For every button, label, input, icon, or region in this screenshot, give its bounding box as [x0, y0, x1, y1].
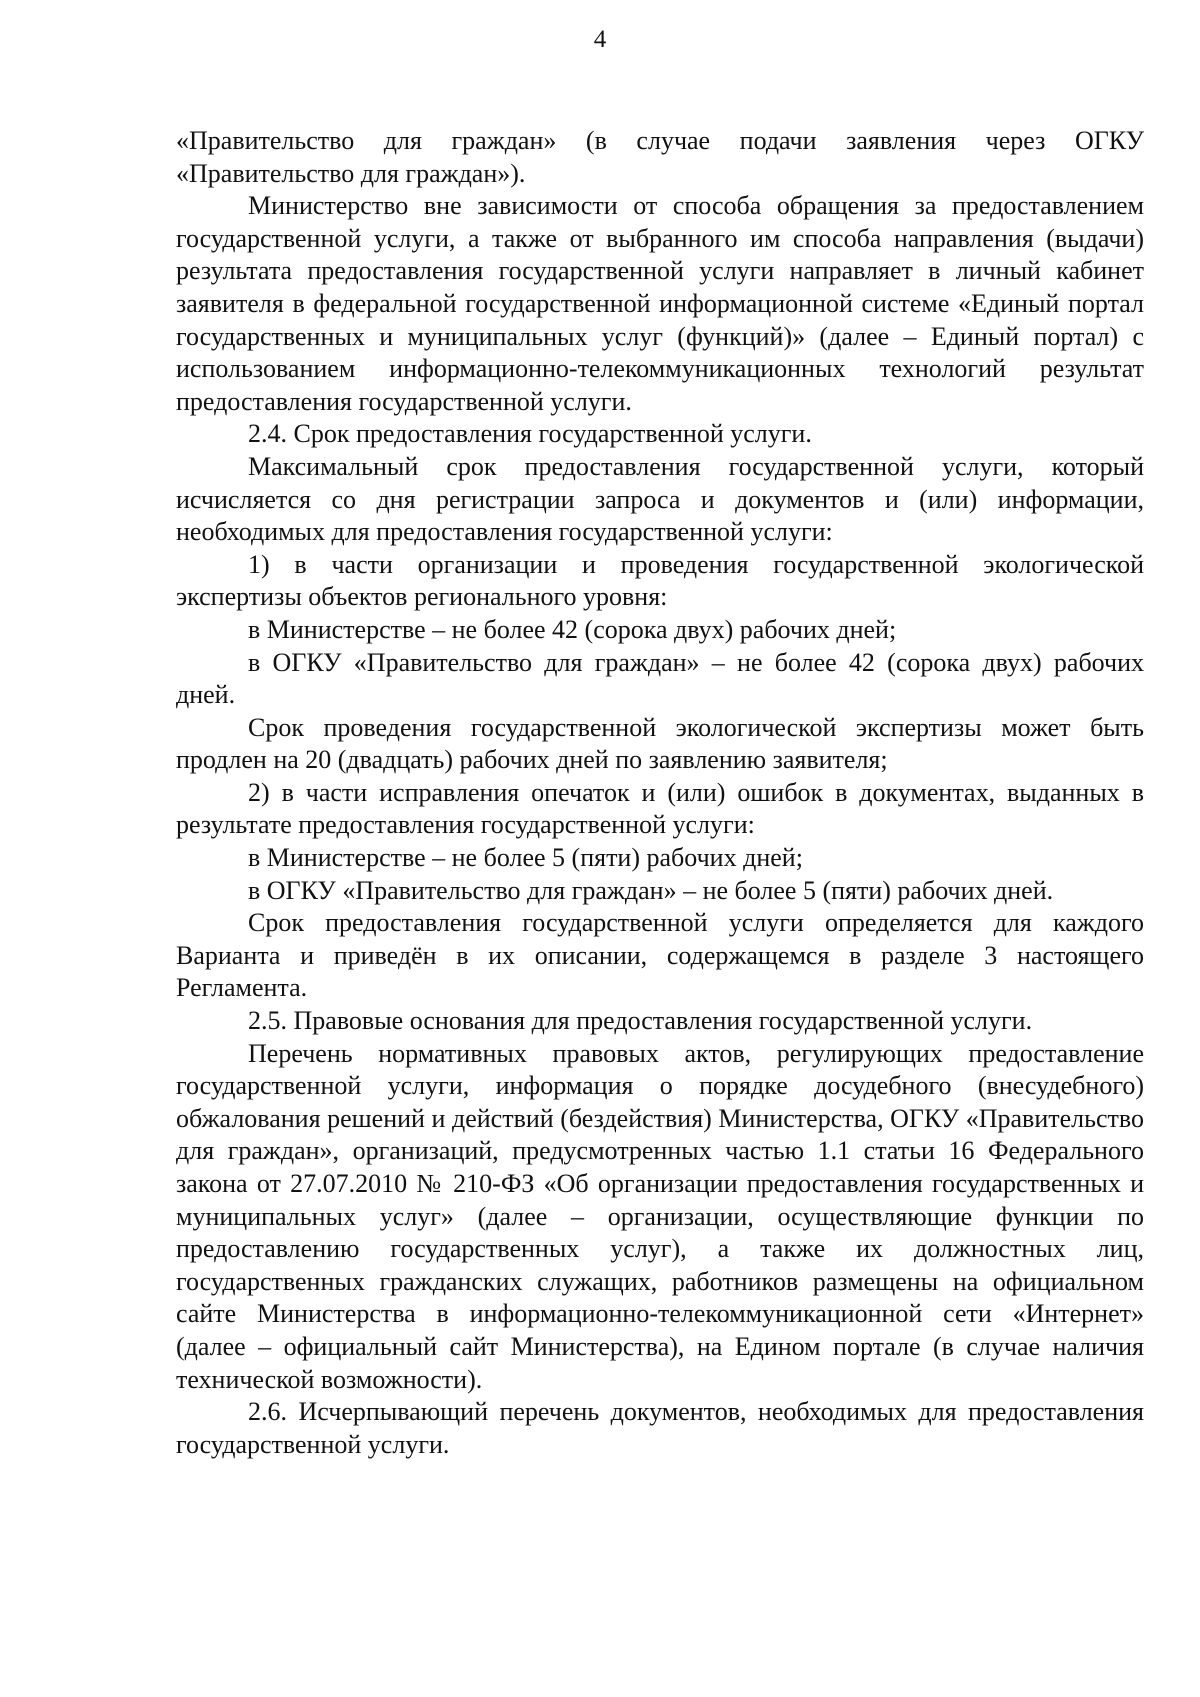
section-heading-2-4: 2.4. Срок предоставления государственной услуги. [248, 419, 812, 449]
paragraph-2: Министерство вне зависимости от способа обращения за предоставлением государственной услуги, а также от выбранного им способа направления (выдачи) результата предоставления государственной услуги направляет в личный кабинет заявителя в федеральной государственной информационной системе «Единый портал государственных и муниципальных услуг (функций)» (далее – Единый портал) с использованием информационно-телекоммуникационных технологий результат предоставления государственной услуги. [176, 191, 1144, 416]
paragraph-10: в ОГКУ «Правительство для граждан» – не более 5 (пяти) рабочих дней. [248, 875, 1054, 905]
section-heading-2-6: 2.6. Исчерпывающий перечень документов, необходимых для предоставления государственной услуги. [176, 1397, 1144, 1459]
paragraph-12: Перечень нормативных правовых актов, регулирующих предоставление государственной услуги, информация о порядке досудебного (внесудебного) обжалования решений и действий (бездействия) Министерства, ОГКУ «Правительство для граждан», организаций, предусмотренных частью 1.1 статьи 16 Федерального закона от 27.07.2010 № 210-ФЗ «Об организации предоставления государственных и муниципальных услуг» (далее – организации, осуществляющие функции по предоставлению государственных услуг), а также их должностных лиц, государственных гражданских служащих, работников размещены на официальном сайте Министерства в информационно-телекоммуникационной сети «Интернет» (далее – официальный сайт Министерства), на Едином портале (в случае наличия технической возможности). [176, 1038, 1144, 1394]
paragraph-7: Срок проведения государственной экологической экспертизы может быть продлен на 20 (двадцать) рабочих дней по заявлению заявителя; [176, 712, 1144, 775]
paragraph-8: 2) в части исправления опечаток и (или) ошибок в документах, выданных в результате предоставления государственной услуги: [176, 777, 1144, 840]
section-heading-2-5: 2.5. Правовые основания для предоставления государственной услуги. [248, 1006, 1033, 1036]
paragraph-4: 1) в части организации и проведения государственной экологической экспертизы объектов регионального уровня: [176, 549, 1144, 612]
document-body [176, 125, 1144, 1461]
paragraph-3: Максимальный срок предоставления государственной услуги, который исчисляется со дня регистрации запроса и документов и (или) информации, необходимых для предоставления государственной услуги: [176, 451, 1144, 547]
paragraph-5: в Министерстве – не более 42 (сорока двух) рабочих дней; [248, 614, 897, 644]
paragraph-1: «Правительство для граждан» (в случае подачи заявления через ОГКУ «Правительство для граждан»). [176, 126, 1144, 188]
paragraph-6: в ОГКУ «Правительство для граждан» – не более 42 (сорока двух) рабочих дней. [176, 647, 1144, 710]
paragraph-9: в Министерстве – не более 5 (пяти) рабочих дней; [248, 843, 803, 873]
paragraph-11: Срок предоставления государственной услуги определяется для каждого Варианта и приведён в их описании, содержащемся в разделе 3 настоящего Регламента. [176, 908, 1144, 1003]
page-number: 4 [593, 26, 607, 53]
